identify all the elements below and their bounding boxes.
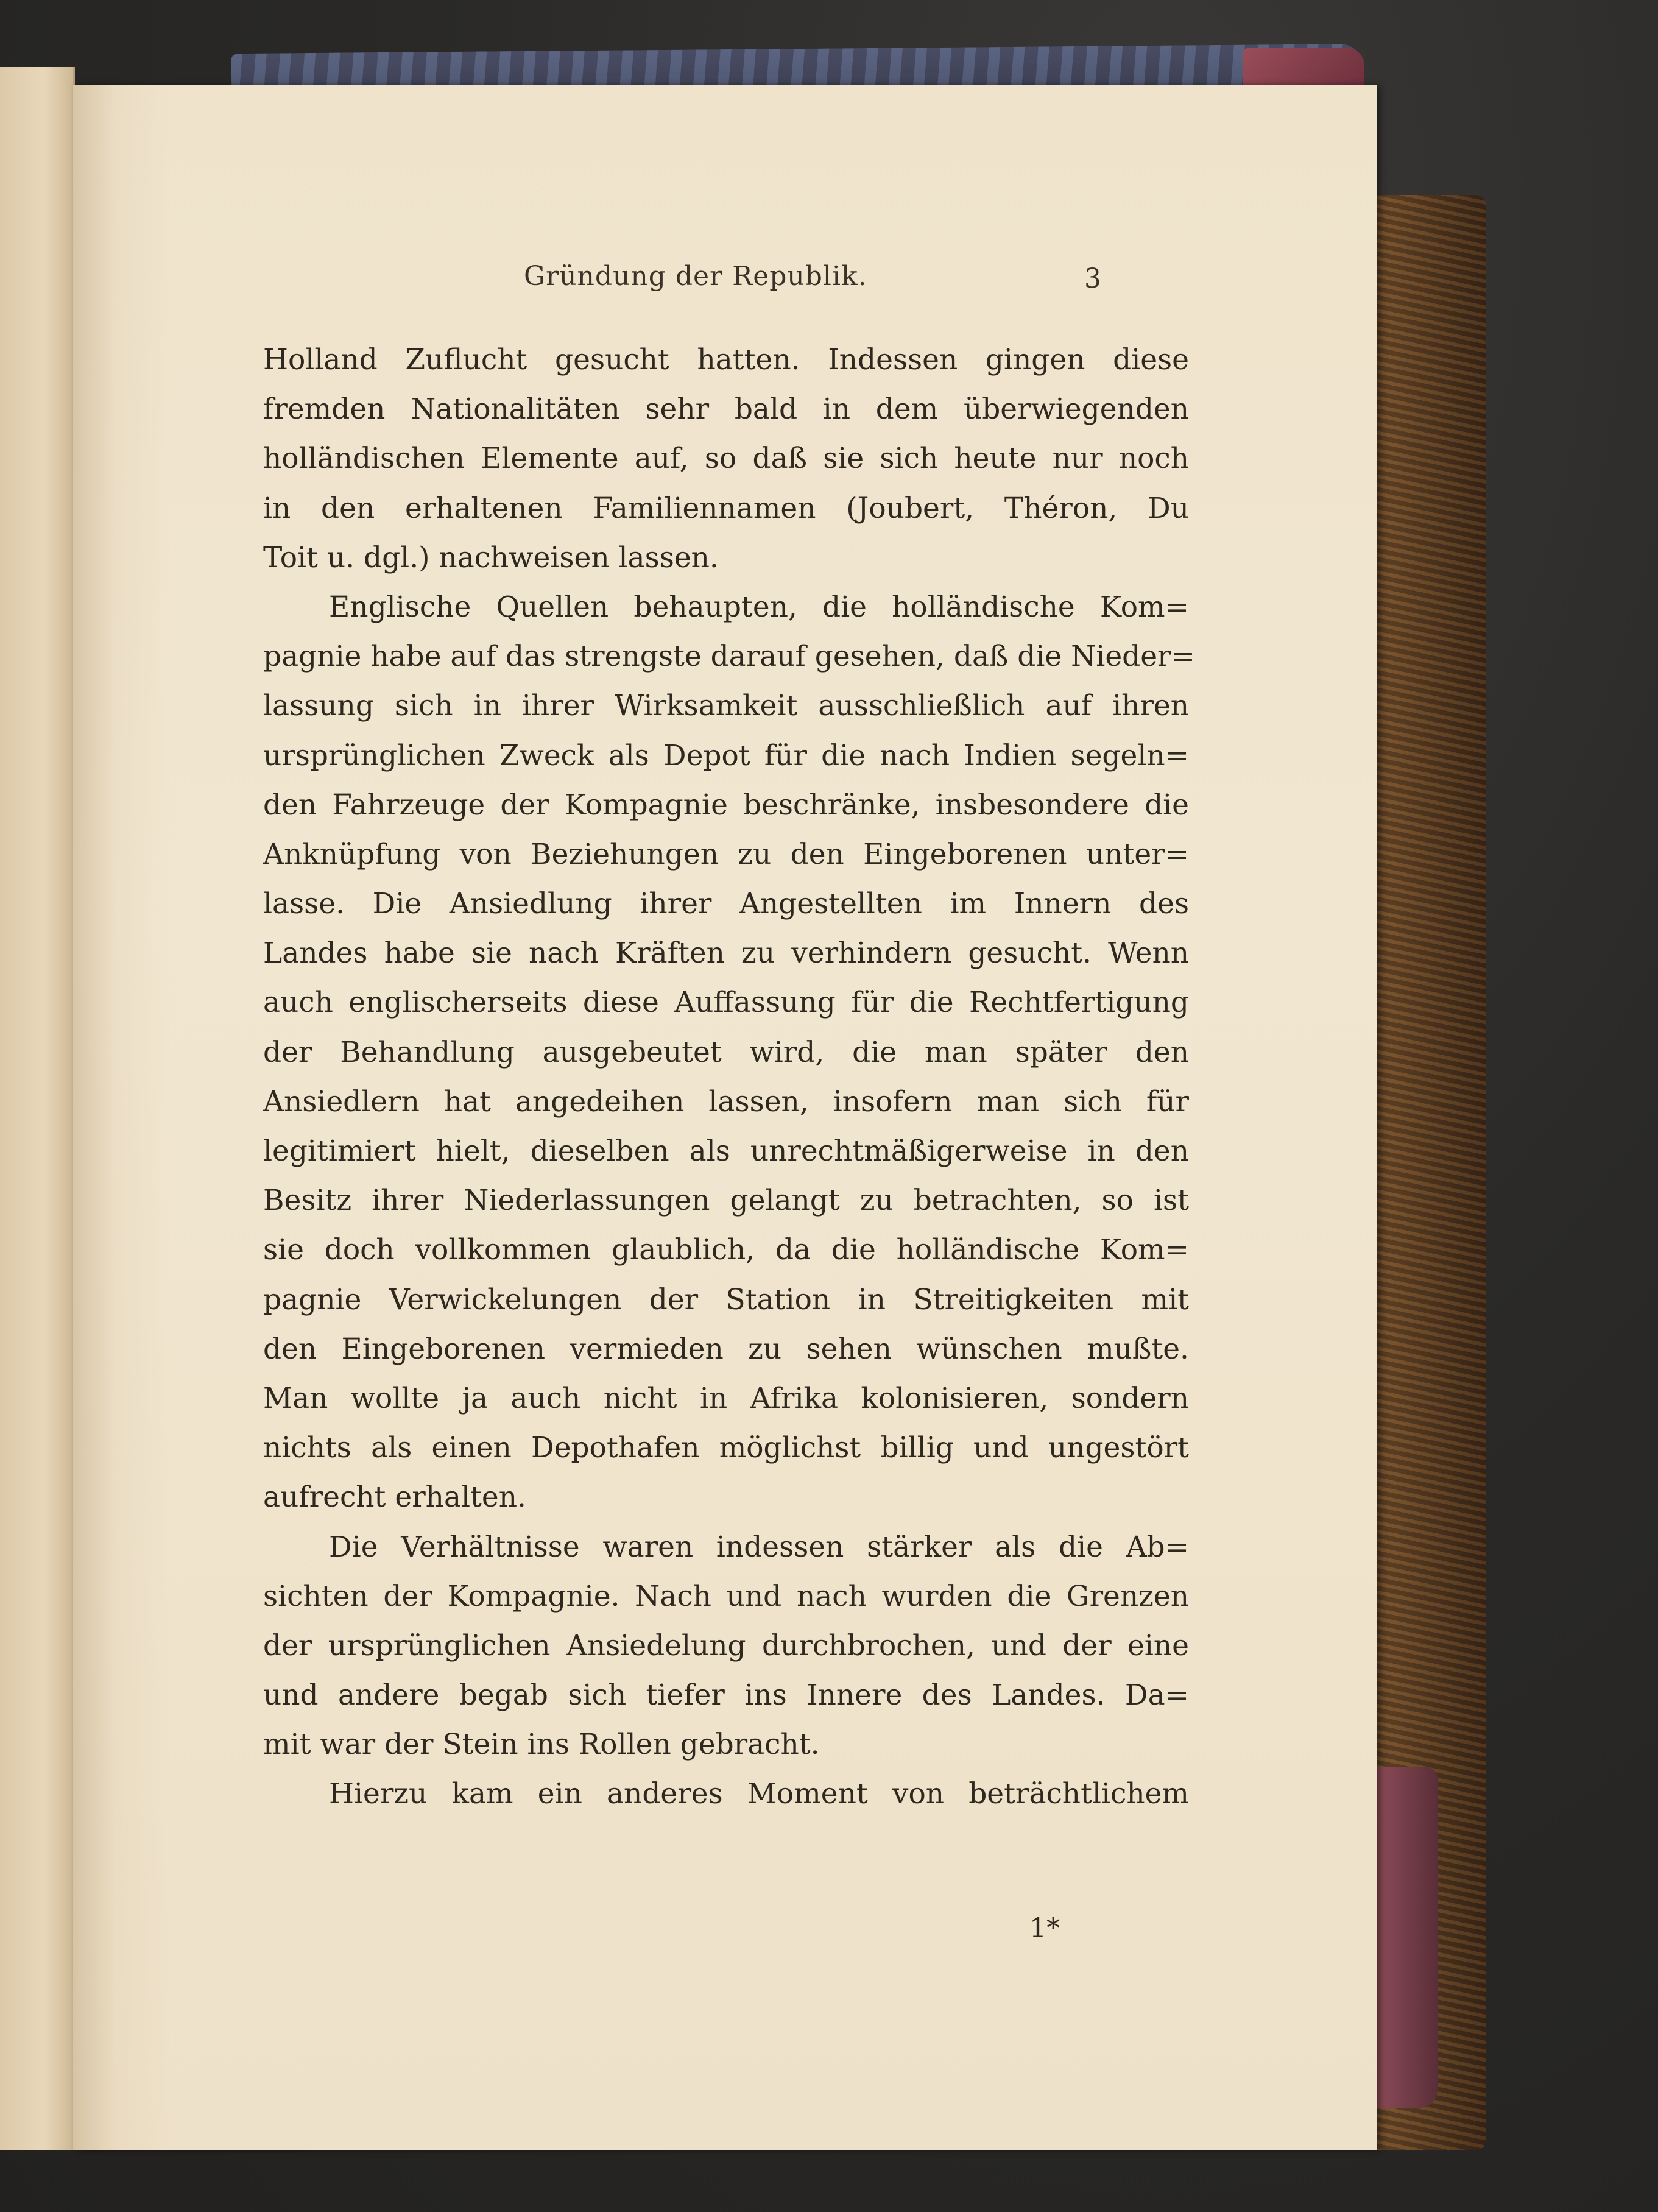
board-corner-top: [1243, 48, 1364, 90]
signature-mark: 1*: [1029, 1913, 1060, 1944]
text-line: pagnie Verwickelungen der Station in Streitigkeiten mit: [263, 1282, 1189, 1316]
text-line: auch englischerseits diese Auffassung für die Rechtfertigung: [263, 986, 1189, 1020]
text-line: sie doch vollkommen glaublich, da die holländische Kom=: [263, 1233, 1189, 1267]
text-line: fremden Nationalitäten sehr bald in dem überwiegenden: [263, 392, 1189, 426]
text-line: Englische Quellen behaupten, die holländische Kom=: [329, 590, 1189, 624]
running-title: Gründung der Republik.: [524, 261, 867, 292]
page-number: 3: [1084, 263, 1101, 294]
text-line: Landes habe sie nach Kräften zu verhindern gesucht. Wenn: [263, 936, 1189, 970]
text-line: Besitz ihrer Niederlassungen gelangt zu betrachten, so ist: [263, 1184, 1189, 1218]
text-line: lassung sich in ihrer Wirksamkeit ausschließlich auf ihren: [263, 689, 1189, 723]
text-line: Ansiedlern hat angedeihen lassen, insofern man sich für: [263, 1084, 1189, 1118]
body-text: [263, 335, 1195, 1819]
text-line: in den erhaltenen Familiennamen (Joubert, Théron, Du: [263, 491, 1189, 525]
text-line: holländischen Elemente auf, so daß sie sich heute nur noch: [263, 442, 1189, 476]
text-line: lasse. Die Ansiedlung ihrer Angestellten im Innern des: [263, 887, 1189, 921]
text-line: sichten der Kompagnie. Nach und nach wurden die Grenzen: [263, 1579, 1189, 1613]
text-line: Man wollte ja auch nicht in Afrika kolonisieren, sondern: [263, 1381, 1189, 1415]
facing-page-edge: [0, 67, 75, 2150]
text-line: Die Verhältnisse waren indessen stärker als die Ab=: [329, 1530, 1189, 1564]
text-line: der ursprünglichen Ansiedelung durchbrochen, und der eine: [263, 1628, 1189, 1663]
text-line: aufrecht erhalten.: [263, 1480, 526, 1514]
text-line: Toit u. dgl.) nachweisen lassen.: [263, 540, 719, 574]
text-line: pagnie habe auf das strengste darauf gesehen, daß die Nieder=: [263, 640, 1195, 674]
book-page: [73, 85, 1377, 2150]
text-line: nichts als einen Depothafen möglichst billig und ungestört: [263, 1431, 1189, 1465]
text-line: den Fahrzeuge der Kompagnie beschränke, insbesondere die: [263, 788, 1189, 822]
text-line: legitimiert hielt, dieselben als unrechtmäßigerweise in den: [263, 1134, 1189, 1168]
text-line: Anknüpfung von Beziehungen zu den Eingeborenen unter=: [263, 837, 1189, 871]
text-line: Holland Zuflucht gesucht hatten. Indessen gingen diese: [263, 343, 1189, 376]
text-line: mit war der Stein ins Rollen gebracht.: [263, 1728, 820, 1762]
text-line: den Eingeborenen vermieden zu sehen wünschen mußte.: [263, 1332, 1189, 1366]
text-line: und andere begab sich tiefer ins Innere des Landes. Da=: [263, 1678, 1189, 1712]
text-line: ursprünglichen Zweck als Depot für die nach Indien segeln=: [263, 738, 1189, 772]
text-line: Hierzu kam ein anderes Moment von beträchtlichem: [329, 1777, 1189, 1811]
text-line: der Behandlung ausgebeutet wird, die man später den: [263, 1035, 1189, 1069]
